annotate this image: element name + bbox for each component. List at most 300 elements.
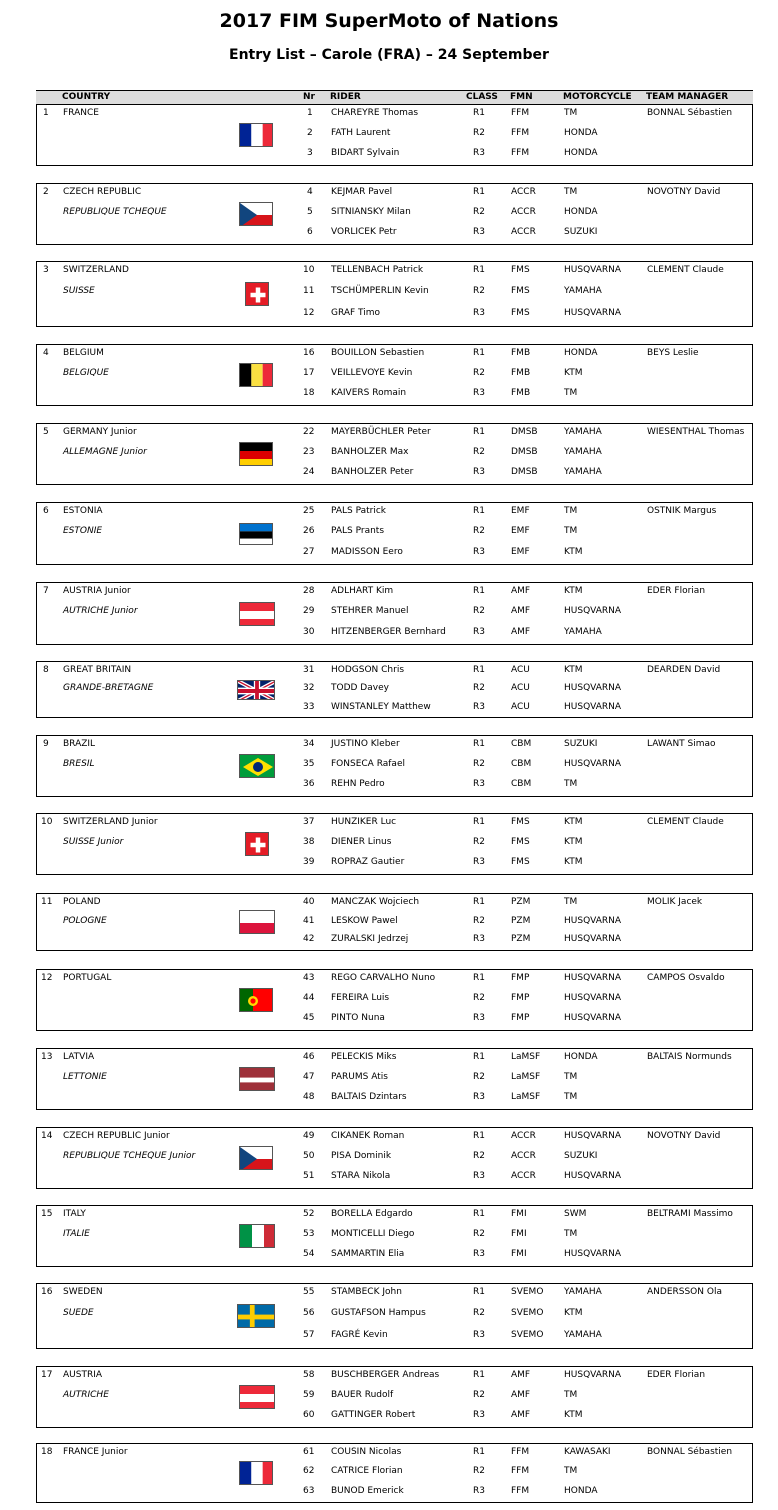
- rider-name: CHAREYRE Thomas: [331, 108, 419, 118]
- team-country: FRANCE: [63, 108, 99, 118]
- poland-flag-icon: [239, 910, 275, 934]
- team-country: GERMANY Junior: [63, 427, 137, 437]
- rider-fmn: FFM: [511, 1486, 530, 1496]
- rider-motorcycle: TM: [564, 897, 578, 907]
- rider-name: MADISSON Eero: [331, 547, 403, 557]
- rider-class: R3: [473, 1013, 485, 1023]
- rider-class: R2: [473, 683, 485, 693]
- table-header: [36, 90, 753, 104]
- rider-number: 36: [303, 779, 315, 789]
- rider-number: 23: [303, 447, 315, 457]
- team-position: 11: [41, 897, 53, 907]
- rider-fmn: SVEMO: [511, 1308, 544, 1318]
- rider-class: R3: [473, 1092, 485, 1102]
- rider-motorcycle: HUSQVARNA: [564, 1370, 622, 1380]
- rider-class: R2: [473, 916, 485, 926]
- czech-flag-icon: [239, 1146, 273, 1170]
- team-country-french: GRANDE-BRETAGNE: [63, 683, 154, 693]
- rider-name: LESKOW Pawel: [331, 916, 398, 926]
- rider-fmn: LaMSF: [511, 1052, 541, 1062]
- rider-fmn: ACCR: [511, 187, 536, 197]
- czech-flag-icon: [239, 202, 273, 226]
- rider-motorcycle: KTM: [564, 837, 583, 847]
- rider-motorcycle: YAMAHA: [564, 467, 602, 477]
- rider-number: 39: [303, 857, 315, 867]
- rider-fmn: FMS: [511, 817, 530, 827]
- team-manager: BELTRAMI Massimo: [647, 1209, 733, 1219]
- rider-fmn: AMF: [511, 627, 531, 637]
- rider-number: 47: [303, 1072, 315, 1082]
- rider-class: R1: [473, 1370, 485, 1380]
- rider-class: R3: [473, 1330, 485, 1340]
- team-block: [36, 1205, 753, 1267]
- rider-class: R3: [473, 702, 485, 712]
- rider-motorcycle: KTM: [564, 1308, 583, 1318]
- team-block: [36, 261, 753, 327]
- rider-class: R3: [473, 148, 485, 158]
- rider-fmn: EMF: [511, 526, 530, 536]
- rider-name: BUNOD Emerick: [331, 1486, 404, 1496]
- rider-number: 17: [303, 368, 315, 378]
- rider-number: 24: [303, 467, 315, 477]
- rider-number: 57: [303, 1330, 315, 1340]
- rider-number: 2: [307, 128, 313, 138]
- rider-name: BANHOLZER Peter: [331, 467, 414, 477]
- austria-flag-icon: [239, 602, 275, 626]
- rider-name: TODD Davey: [331, 683, 389, 693]
- rider-class: R2: [473, 368, 485, 378]
- rider-class: R2: [473, 286, 485, 296]
- rider-class: R3: [473, 547, 485, 557]
- rider-motorcycle: HUSQVARNA: [564, 1131, 622, 1141]
- rider-class: R3: [473, 1171, 485, 1181]
- rider-class: R3: [473, 857, 485, 867]
- team-manager: NOVOTNY David: [647, 187, 721, 197]
- team-block: [36, 1048, 753, 1110]
- team-country: CZECH REPUBLIC: [63, 187, 142, 197]
- rider-name: STAMBECK John: [331, 1287, 402, 1297]
- rider-motorcycle: SWM: [564, 1209, 587, 1219]
- rider-class: R2: [473, 1229, 485, 1239]
- rider-motorcycle: TM: [564, 506, 578, 516]
- portugal-flag-icon: [239, 988, 273, 1012]
- rider-class: R2: [473, 1308, 485, 1318]
- rider-name: ADLHART Kim: [331, 586, 394, 596]
- rider-name: PALS Prants: [331, 526, 385, 536]
- rider-name: BORELLA Edgardo: [331, 1209, 413, 1219]
- estonia-flag-icon: [239, 523, 273, 545]
- rider-name: PISA Dominik: [331, 1151, 392, 1161]
- rider-class: R1: [473, 1131, 485, 1141]
- rider-motorcycle: HUSQVARNA: [564, 683, 622, 693]
- rider-fmn: FMB: [511, 388, 531, 398]
- rider-motorcycle: TM: [564, 1466, 578, 1476]
- page-title: 2017 FIM SuperMoto of Nations: [219, 10, 559, 32]
- rider-number: 18: [303, 388, 315, 398]
- rider-motorcycle: TM: [564, 187, 578, 197]
- rider-class: R2: [473, 1390, 485, 1400]
- team-manager: MOLIK Jacek: [647, 897, 703, 907]
- rider-fmn: FMS: [511, 837, 530, 847]
- rider-number: 62: [303, 1466, 315, 1476]
- team-country-french: AUTRICHE: [63, 1390, 109, 1400]
- team-country: POLAND: [63, 897, 101, 907]
- rider-fmn: CBM: [511, 779, 532, 789]
- rider-fmn: FFM: [511, 108, 530, 118]
- team-country-french: SUEDE: [63, 1308, 94, 1318]
- rider-fmn: FMP: [511, 973, 530, 983]
- team-block: [36, 1283, 753, 1349]
- rider-motorcycle: HONDA: [564, 348, 598, 358]
- rider-name: WINSTANLEY Matthew: [331, 702, 431, 712]
- rider-class: R3: [473, 1249, 485, 1259]
- team-country-french: SUISSE Junior: [63, 837, 124, 847]
- rider-motorcycle: YAMAHA: [564, 427, 602, 437]
- rider-number: 45: [303, 1013, 315, 1023]
- france-flag-icon: [239, 123, 273, 147]
- rider-fmn: ACCR: [511, 1151, 536, 1161]
- rider-number: 6: [307, 227, 313, 237]
- rider-fmn: ACU: [511, 683, 530, 693]
- team-manager: BALTAIS Normunds: [647, 1052, 732, 1062]
- rider-name: GATTINGER Robert: [331, 1410, 416, 1420]
- team-country: AUSTRIA: [63, 1370, 103, 1380]
- team-position: 2: [43, 187, 49, 197]
- team-country-french: LETTONIE: [63, 1072, 107, 1082]
- team-manager: EDER Florian: [647, 1370, 706, 1380]
- rider-name: STARA Nikola: [331, 1171, 391, 1181]
- team-manager: CLEMENT Claude: [647, 265, 724, 275]
- rider-class: R2: [473, 1151, 485, 1161]
- rider-name: GRAF Timo: [331, 308, 381, 318]
- rider-class: R2: [473, 447, 485, 457]
- rider-fmn: FMB: [511, 368, 531, 378]
- rider-motorcycle: HONDA: [564, 128, 598, 138]
- rider-fmn: FMS: [511, 286, 530, 296]
- team-manager: DEARDEN David: [647, 665, 721, 675]
- rider-class: R1: [473, 265, 485, 275]
- team-country: SWITZERLAND: [63, 265, 129, 275]
- rider-name: JUSTINO Kleber: [331, 739, 400, 749]
- rider-motorcycle: YAMAHA: [564, 627, 602, 637]
- rider-fmn: SVEMO: [511, 1330, 544, 1340]
- team-block: [36, 344, 753, 406]
- team-position: 6: [43, 506, 49, 516]
- rider-class: R1: [473, 973, 485, 983]
- rider-name: KAIVERS Romain: [331, 388, 407, 398]
- team-country: CZECH REPUBLIC Junior: [63, 1131, 170, 1141]
- rider-motorcycle: HUSQVARNA: [564, 973, 622, 983]
- team-country: BELGIUM: [63, 348, 104, 358]
- team-position: 12: [41, 973, 53, 983]
- rider-number: 4: [307, 187, 313, 197]
- rider-fmn: ACCR: [511, 227, 536, 237]
- team-block: [36, 104, 753, 166]
- rider-number: 34: [303, 739, 315, 749]
- rider-class: R3: [473, 227, 485, 237]
- rider-class: R2: [473, 207, 485, 217]
- team-country: BRAZIL: [63, 739, 96, 749]
- rider-class: R3: [473, 934, 485, 944]
- rider-number: 44: [303, 993, 315, 1003]
- rider-fmn: FMS: [511, 857, 530, 867]
- rider-name: TELLENBACH Patrick: [331, 265, 424, 275]
- rider-motorcycle: KAWASAKI: [564, 1447, 611, 1457]
- rider-motorcycle: HONDA: [564, 1052, 598, 1062]
- rider-name: STEHRER Manuel: [331, 606, 409, 616]
- rider-number: 60: [303, 1410, 315, 1420]
- rider-motorcycle: KTM: [564, 1410, 583, 1420]
- rider-fmn: ACCR: [511, 207, 536, 217]
- rider-fmn: AMF: [511, 586, 531, 596]
- uk-flag-icon: [237, 680, 275, 700]
- team-country: SWEDEN: [63, 1287, 103, 1297]
- rider-class: R1: [473, 739, 485, 749]
- rider-motorcycle: TM: [564, 1229, 578, 1239]
- rider-fmn: ACCR: [511, 1131, 536, 1141]
- team-position: 5: [43, 427, 49, 437]
- rider-name: TSCHÜMPERLIN Kevin: [331, 286, 429, 296]
- rider-number: 37: [303, 817, 315, 827]
- rider-motorcycle: TM: [564, 779, 578, 789]
- rider-motorcycle: HONDA: [564, 148, 598, 158]
- rider-class: R1: [473, 187, 485, 197]
- rider-name: PINTO Nuna: [331, 1013, 385, 1023]
- rider-fmn: PZM: [511, 934, 531, 944]
- rider-fmn: FMS: [511, 308, 530, 318]
- rider-name: REGO CARVALHO Nuno: [331, 973, 436, 983]
- team-country: ESTONIA: [63, 506, 103, 516]
- team-position: 7: [43, 586, 49, 596]
- rider-number: 55: [303, 1287, 315, 1297]
- rider-motorcycle: HUSQVARNA: [564, 993, 622, 1003]
- rider-number: 31: [303, 665, 315, 675]
- rider-motorcycle: YAMAHA: [564, 447, 602, 457]
- team-country-french: REPUBLIQUE TCHEQUE Junior: [63, 1151, 196, 1161]
- rider-number: 16: [303, 348, 315, 358]
- rider-name: PARUMS Atis: [331, 1072, 388, 1082]
- rider-class: R1: [473, 586, 485, 596]
- rider-class: R1: [473, 897, 485, 907]
- rider-name: KEJMAR Pavel: [331, 187, 393, 197]
- rider-class: R1: [473, 427, 485, 437]
- rider-fmn: FMI: [511, 1209, 527, 1219]
- rider-motorcycle: HUSQVARNA: [564, 1249, 622, 1259]
- header-motorcycle: MOTORCYCLE: [563, 92, 632, 102]
- rider-motorcycle: HUSQVARNA: [564, 606, 622, 616]
- rider-fmn: AMF: [511, 606, 531, 616]
- rider-fmn: ACU: [511, 665, 530, 675]
- rider-name: BUSCHBERGER Andreas: [331, 1370, 440, 1380]
- rider-class: R3: [473, 388, 485, 398]
- rider-motorcycle: HUSQVARNA: [564, 759, 622, 769]
- team-position: 18: [41, 1447, 53, 1457]
- team-country-french: AUTRICHE Junior: [63, 606, 138, 616]
- rider-name: DIENER Linus: [331, 837, 392, 847]
- rider-motorcycle: SUZUKI: [564, 739, 598, 749]
- rider-number: 27: [303, 547, 315, 557]
- rider-motorcycle: TM: [564, 526, 578, 536]
- rider-motorcycle: YAMAHA: [564, 286, 602, 296]
- rider-fmn: LaMSF: [511, 1092, 541, 1102]
- rider-number: 32: [303, 683, 315, 693]
- rider-motorcycle: KTM: [564, 665, 583, 675]
- team-block: [36, 1127, 753, 1189]
- rider-number: 50: [303, 1151, 315, 1161]
- rider-name: BANHOLZER Max: [331, 447, 409, 457]
- rider-number: 49: [303, 1131, 315, 1141]
- rider-fmn: LaMSF: [511, 1072, 541, 1082]
- rider-number: 41: [303, 916, 315, 926]
- team-block: [36, 735, 753, 797]
- team-block: [36, 423, 753, 485]
- rider-motorcycle: HUSQVARNA: [564, 934, 622, 944]
- team-manager: NOVOTNY David: [647, 1131, 721, 1141]
- rider-motorcycle: HUSQVARNA: [564, 1171, 622, 1181]
- rider-number: 42: [303, 934, 315, 944]
- team-block: [36, 969, 753, 1031]
- header-fmn: FMN: [510, 92, 533, 102]
- rider-number: 25: [303, 506, 315, 516]
- rider-name: BOUILLON Sebastien: [331, 348, 425, 358]
- team-position: 17: [41, 1370, 53, 1380]
- team-manager: LAWANT Simao: [647, 739, 716, 749]
- austria-flag-icon: [239, 1385, 275, 1409]
- team-block: [36, 1443, 753, 1503]
- rider-class: R3: [473, 467, 485, 477]
- rider-name: PALS Patrick: [331, 506, 387, 516]
- rider-name: HUNZIKER Luc: [331, 817, 397, 827]
- page-subtitle: Entry List – Carole (FRA) – 24 September: [229, 47, 549, 63]
- rider-name: HITZENBERGER Bernhard: [331, 627, 446, 637]
- rider-fmn: DMSB: [511, 427, 538, 437]
- rider-fmn: FFM: [511, 148, 530, 158]
- team-position: 16: [41, 1287, 53, 1297]
- rider-number: 43: [303, 973, 315, 983]
- team-country: AUSTRIA Junior: [63, 586, 131, 596]
- rider-number: 5: [307, 207, 313, 217]
- rider-class: R1: [473, 1287, 485, 1297]
- rider-number: 56: [303, 1308, 315, 1318]
- team-block: [36, 502, 753, 565]
- rider-fmn: FMI: [511, 1229, 527, 1239]
- rider-number: 10: [303, 265, 315, 275]
- team-country-french: ALLEMAGNE Junior: [63, 447, 147, 457]
- team-country: ITALY: [63, 1209, 86, 1219]
- rider-fmn: ACCR: [511, 1171, 536, 1181]
- rider-fmn: CBM: [511, 739, 532, 749]
- rider-fmn: EMF: [511, 506, 530, 516]
- team-manager: EDER Florian: [647, 586, 706, 596]
- team-manager: BEYS Leslie: [647, 348, 699, 358]
- rider-motorcycle: HUSQVARNA: [564, 916, 622, 926]
- rider-fmn: FFM: [511, 1466, 530, 1476]
- team-country: LATVIA: [63, 1052, 95, 1062]
- header-nr: Nr: [303, 92, 315, 102]
- rider-motorcycle: TM: [564, 108, 578, 118]
- rider-class: R2: [473, 759, 485, 769]
- rider-name: MANCZAK Wojciech: [331, 897, 420, 907]
- rider-number: 51: [303, 1171, 315, 1181]
- italy-flag-icon: [239, 1224, 275, 1248]
- team-block: [36, 661, 753, 718]
- rider-motorcycle: KTM: [564, 547, 583, 557]
- rider-motorcycle: HONDA: [564, 207, 598, 217]
- rider-number: 33: [303, 702, 315, 712]
- rider-class: R1: [473, 1447, 485, 1457]
- team-block: [36, 813, 753, 875]
- rider-number: 3: [307, 148, 313, 158]
- rider-fmn: AMF: [511, 1410, 531, 1420]
- rider-name: BALTAIS Dzintars: [331, 1092, 407, 1102]
- rider-motorcycle: HUSQVARNA: [564, 1013, 622, 1023]
- team-country-french: REPUBLIQUE TCHEQUE: [63, 207, 167, 217]
- rider-number: 48: [303, 1092, 315, 1102]
- team-position: 4: [43, 348, 49, 358]
- rider-motorcycle: KTM: [564, 857, 583, 867]
- team-block: [36, 1366, 753, 1428]
- rider-motorcycle: KTM: [564, 368, 583, 378]
- rider-name: FATH Laurent: [331, 128, 391, 138]
- team-position: 10: [41, 817, 53, 827]
- rider-motorcycle: HONDA: [564, 1486, 598, 1496]
- rider-motorcycle: HUSQVARNA: [564, 308, 622, 318]
- team-country-french: ESTONIE: [63, 526, 103, 536]
- rider-number: 26: [303, 526, 315, 536]
- rider-fmn: PZM: [511, 897, 531, 907]
- rider-class: R1: [473, 506, 485, 516]
- team-manager: CAMPOS Osvaldo: [647, 973, 725, 983]
- rider-number: 58: [303, 1370, 315, 1380]
- swiss-flag-icon: [245, 282, 269, 306]
- rider-class: R3: [473, 308, 485, 318]
- rider-class: R2: [473, 128, 485, 138]
- rider-number: 54: [303, 1249, 315, 1259]
- team-position: 9: [43, 739, 49, 749]
- team-position: 3: [43, 265, 49, 275]
- rider-class: R3: [473, 1410, 485, 1420]
- rider-name: ROPRAZ Gautier: [331, 857, 405, 867]
- header-rider: RIDER: [330, 92, 361, 102]
- rider-fmn: FMS: [511, 265, 530, 275]
- team-country-french: ITALIE: [63, 1229, 90, 1239]
- rider-number: 59: [303, 1390, 315, 1400]
- rider-name: PELECKIS Miks: [331, 1052, 397, 1062]
- team-position: 14: [41, 1131, 53, 1141]
- rider-name: SAMMARTIN Elia: [331, 1249, 405, 1259]
- rider-name: ZURALSKI Jedrzej: [331, 934, 409, 944]
- team-country: GREAT BRITAIN: [63, 665, 132, 675]
- rider-fmn: DMSB: [511, 447, 538, 457]
- team-block: [36, 582, 753, 645]
- rider-number: 30: [303, 627, 315, 637]
- rider-motorcycle: TM: [564, 1390, 578, 1400]
- team-country: FRANCE Junior: [63, 1447, 128, 1457]
- rider-motorcycle: YAMAHA: [564, 1287, 602, 1297]
- rider-class: R3: [473, 779, 485, 789]
- rider-class: R3: [473, 1486, 485, 1496]
- team-position: 13: [41, 1052, 53, 1062]
- rider-class: R2: [473, 1072, 485, 1082]
- rider-class: R2: [473, 993, 485, 1003]
- rider-name: FAGRÉ Kevin: [331, 1330, 388, 1340]
- rider-name: CIKANEK Roman: [331, 1131, 405, 1141]
- rider-class: R1: [473, 817, 485, 827]
- rider-number: 1: [307, 108, 313, 118]
- rider-class: R2: [473, 837, 485, 847]
- rider-motorcycle: YAMAHA: [564, 1330, 602, 1340]
- rider-fmn: DMSB: [511, 467, 538, 477]
